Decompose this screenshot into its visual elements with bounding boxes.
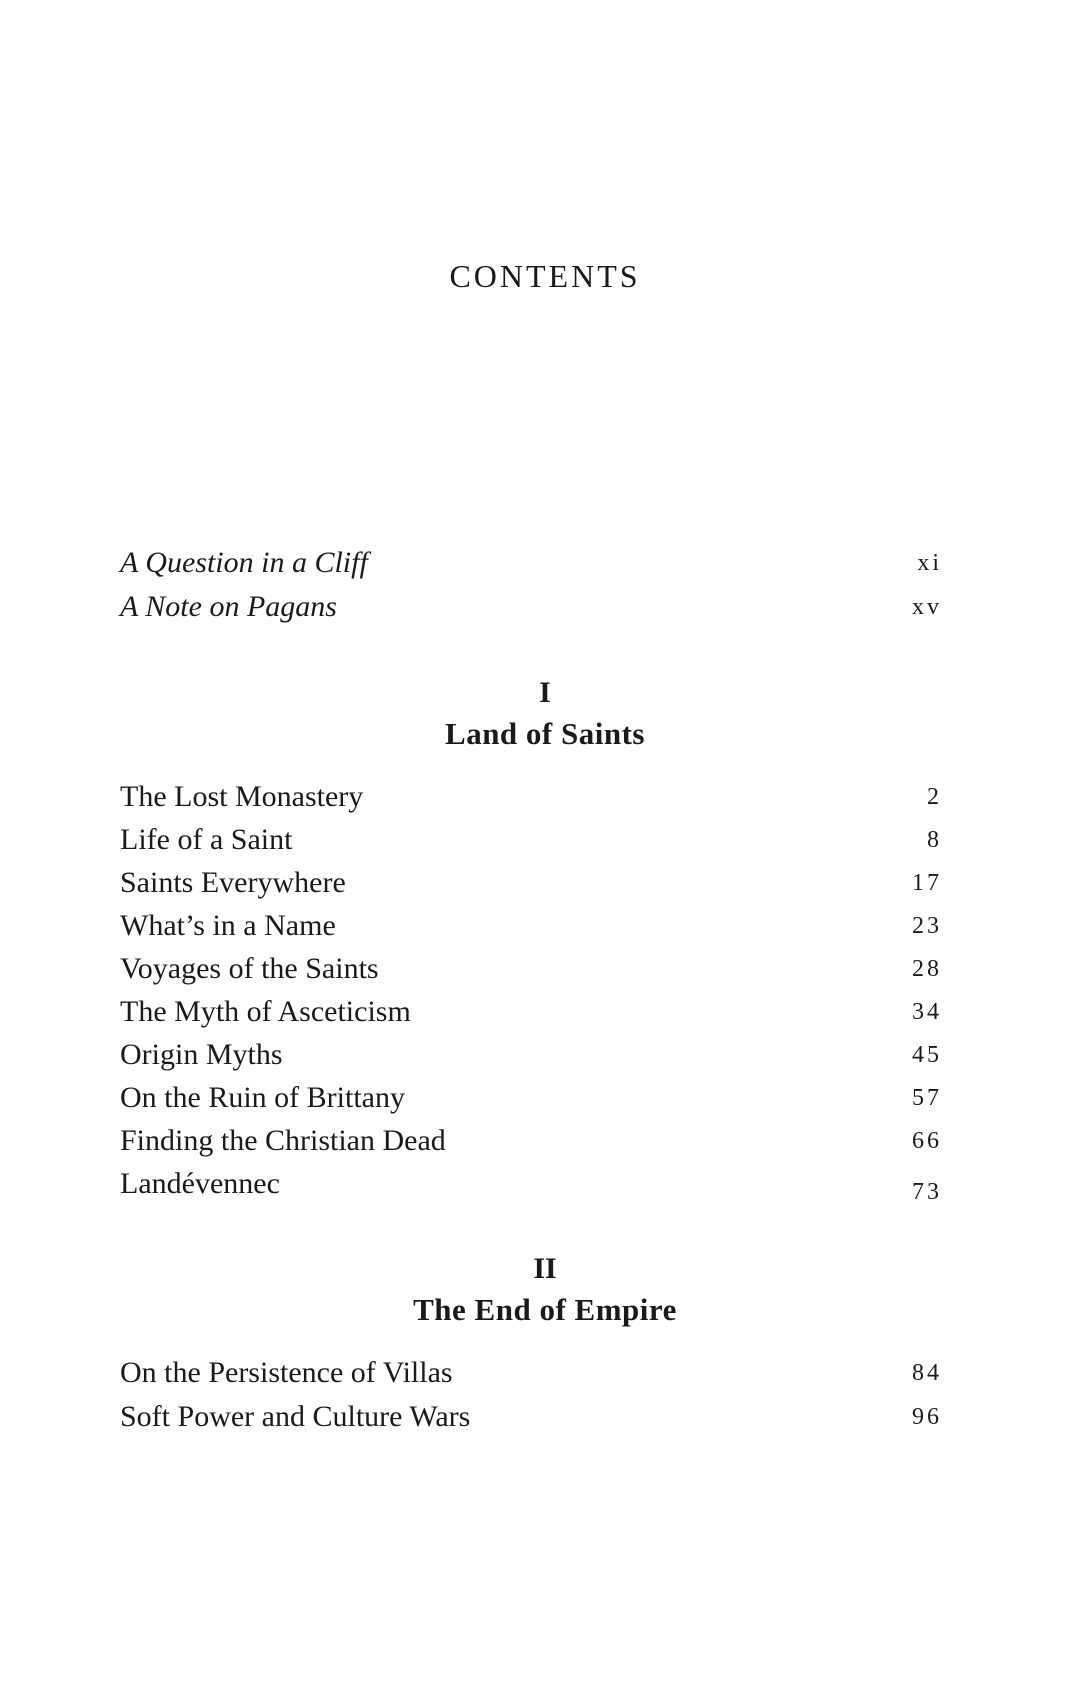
toc-entry-title: The Myth of Asceticism — [120, 995, 411, 1028]
toc-entry-title: A Note on Pagans — [120, 590, 337, 623]
toc-entry-page: 2 — [927, 784, 942, 810]
toc-entry — [120, 1356, 942, 1396]
toc-entry-title: A Question in a Cliff — [120, 546, 368, 579]
toc-entry-title: The Lost Monastery — [120, 780, 364, 813]
toc-entry-page: 17 — [912, 870, 942, 896]
toc-entry — [120, 1038, 942, 1078]
toc-entry — [120, 780, 942, 820]
toc-entry-page: xi — [917, 550, 942, 576]
toc-entry-page: 23 — [912, 913, 942, 939]
toc-entry — [120, 823, 942, 863]
toc-entry-title: On the Persistence of Villas — [120, 1356, 453, 1389]
toc-entry — [120, 1081, 942, 1121]
toc-entry — [120, 866, 942, 906]
toc-entry-front-matter — [120, 546, 942, 586]
toc-entry — [120, 952, 942, 992]
toc-entry-page: 73 — [912, 1179, 942, 1205]
toc-entry-title: Life of a Saint — [120, 823, 293, 856]
toc-entry-title: On the Ruin of Brittany — [120, 1081, 405, 1114]
toc-entry — [120, 1124, 942, 1164]
toc-entry-page: 84 — [912, 1360, 942, 1386]
toc-entry-page: 28 — [912, 956, 942, 982]
page-title: CONTENTS — [449, 258, 641, 294]
toc-entry-page: 34 — [912, 999, 942, 1025]
toc-entry-title: Soft Power and Culture Wars — [120, 1400, 471, 1433]
toc-entry — [120, 995, 942, 1035]
toc-entry-page: xv — [912, 594, 942, 620]
toc-entry-title: Origin Myths — [120, 1038, 283, 1071]
part-title: The End of Empire — [413, 1292, 677, 1327]
toc-entry-page: 57 — [912, 1085, 942, 1111]
toc-entry-title: Finding the Christian Dead — [120, 1124, 446, 1157]
toc-entry-page: 45 — [912, 1042, 942, 1068]
toc-entry-front-matter — [120, 590, 942, 630]
toc-entry — [120, 1400, 942, 1440]
toc-entry-title: What’s in a Name — [120, 909, 336, 942]
part-title: Land of Saints — [445, 716, 645, 751]
part-numeral: I — [539, 676, 551, 709]
toc-entry-page: 96 — [912, 1404, 942, 1430]
toc-entry-title: Saints Everywhere — [120, 866, 346, 899]
toc-entry-page: 8 — [927, 827, 942, 853]
toc-entry — [120, 909, 942, 949]
toc-entry — [120, 1167, 942, 1207]
toc-entry-page: 66 — [912, 1128, 942, 1154]
toc-entry-title: Voyages of the Saints — [120, 952, 379, 985]
toc-entry-title: Landévennec — [120, 1167, 280, 1200]
part-numeral: II — [533, 1252, 557, 1285]
